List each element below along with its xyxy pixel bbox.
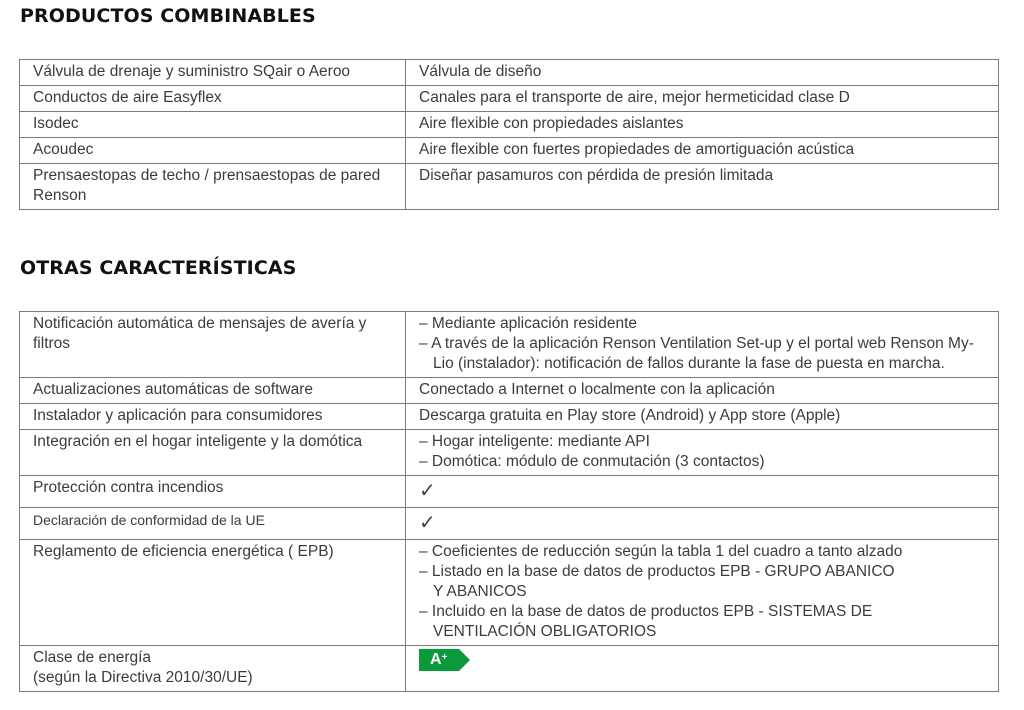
value-cell bbox=[406, 646, 999, 692]
value-line: – A través de la aplicación Renson Ventilation Set-up y el portal web Renson My- bbox=[419, 335, 974, 352]
product-cell-line: Renson bbox=[33, 187, 87, 204]
value-line: VENTILACIÓN OBLIGATORIOS bbox=[433, 623, 657, 640]
feature-cell: Declaración de conformidad de la UE bbox=[20, 508, 406, 540]
product-cell: Acoudec bbox=[20, 138, 406, 164]
value-cell: Conectado a Internet o localmente con la aplicación bbox=[406, 378, 999, 404]
energy-class-plus: + bbox=[441, 652, 448, 663]
energy-class-badge bbox=[419, 649, 471, 671]
value-line: – Mediante aplicación residente bbox=[419, 315, 637, 332]
feature-cell-line: Clase de energía bbox=[33, 649, 152, 666]
section-title-combinable-products: PRODUCTOS COMBINABLES bbox=[20, 5, 316, 27]
value-line: – Domótica: módulo de conmutación (3 contactos) bbox=[419, 453, 765, 470]
description-cell: Aire flexible con fuertes propiedades de amortiguación acústica bbox=[406, 138, 999, 164]
feature-cell bbox=[20, 312, 406, 378]
product-cell: Conductos de aire Easyflex bbox=[20, 86, 406, 112]
table-row bbox=[20, 138, 999, 164]
value-cell bbox=[406, 312, 999, 378]
feature-cell: Reglamento de eficiencia energética ( EPB) bbox=[20, 540, 406, 646]
value-line: – Incluido en la base de datos de productos EPB - SISTEMAS DE bbox=[419, 603, 873, 620]
feature-cell-line: (según la Directiva 2010/30/UE) bbox=[33, 669, 253, 686]
combinable-products-table bbox=[19, 59, 999, 210]
value-line: – Listado en la base de datos de productos EPB - GRUPO ABANICO bbox=[419, 563, 895, 580]
section-title-other-features: OTRAS CARACTERÍSTICAS bbox=[20, 257, 297, 279]
table-row bbox=[20, 404, 999, 430]
table-row bbox=[20, 540, 999, 646]
table-row bbox=[20, 508, 999, 540]
energy-class-letter: A bbox=[430, 651, 442, 668]
value-cell bbox=[406, 540, 999, 646]
description-cell: Canales para el transporte de aire, mejor hermeticidad clase D bbox=[406, 86, 999, 112]
energy-class-label bbox=[430, 650, 447, 670]
table-row bbox=[20, 86, 999, 112]
feature-cell-line: Notificación automática de mensajes de avería y bbox=[33, 315, 367, 332]
checkmark-icon: ✓ bbox=[406, 476, 999, 508]
description-cell: Aire flexible con propiedades aislantes bbox=[406, 112, 999, 138]
table-row bbox=[20, 430, 999, 476]
table-row bbox=[20, 476, 999, 508]
feature-cell: Integración en el hogar inteligente y la domótica bbox=[20, 430, 406, 476]
feature-cell: Actualizaciones automáticas de software bbox=[20, 378, 406, 404]
product-cell bbox=[20, 164, 406, 210]
table-row bbox=[20, 112, 999, 138]
table-row bbox=[20, 60, 999, 86]
value-line: Lio (instalador): notificación de fallos durante la fase de puesta en marcha. bbox=[433, 355, 945, 372]
table-row bbox=[20, 378, 999, 404]
value-cell: Descarga gratuita en Play store (Android) y App store (Apple) bbox=[406, 404, 999, 430]
description-cell: Diseñar pasamuros con pérdida de presión limitada bbox=[406, 164, 999, 210]
value-line: Y ABANICOS bbox=[433, 583, 527, 600]
value-cell bbox=[406, 430, 999, 476]
other-features-table bbox=[19, 311, 999, 692]
feature-cell: Protección contra incendios bbox=[20, 476, 406, 508]
product-cell-line: Prensaestopas de techo / prensaestopas de pared bbox=[33, 167, 381, 184]
product-cell: Válvula de drenaje y suministro SQair o Aeroo bbox=[20, 60, 406, 86]
feature-cell-line: filtros bbox=[33, 335, 71, 352]
table-row bbox=[20, 164, 999, 210]
feature-cell: Instalador y aplicación para consumidores bbox=[20, 404, 406, 430]
table-row bbox=[20, 646, 999, 692]
value-line: – Hogar inteligente: mediante API bbox=[419, 433, 650, 450]
value-line: – Coeficientes de reducción según la tabla 1 del cuadro a tanto alzado bbox=[419, 543, 903, 560]
product-cell: Isodec bbox=[20, 112, 406, 138]
feature-cell bbox=[20, 646, 406, 692]
checkmark-icon: ✓ bbox=[406, 508, 999, 540]
description-cell: Válvula de diseño bbox=[406, 60, 999, 86]
table-row bbox=[20, 312, 999, 378]
